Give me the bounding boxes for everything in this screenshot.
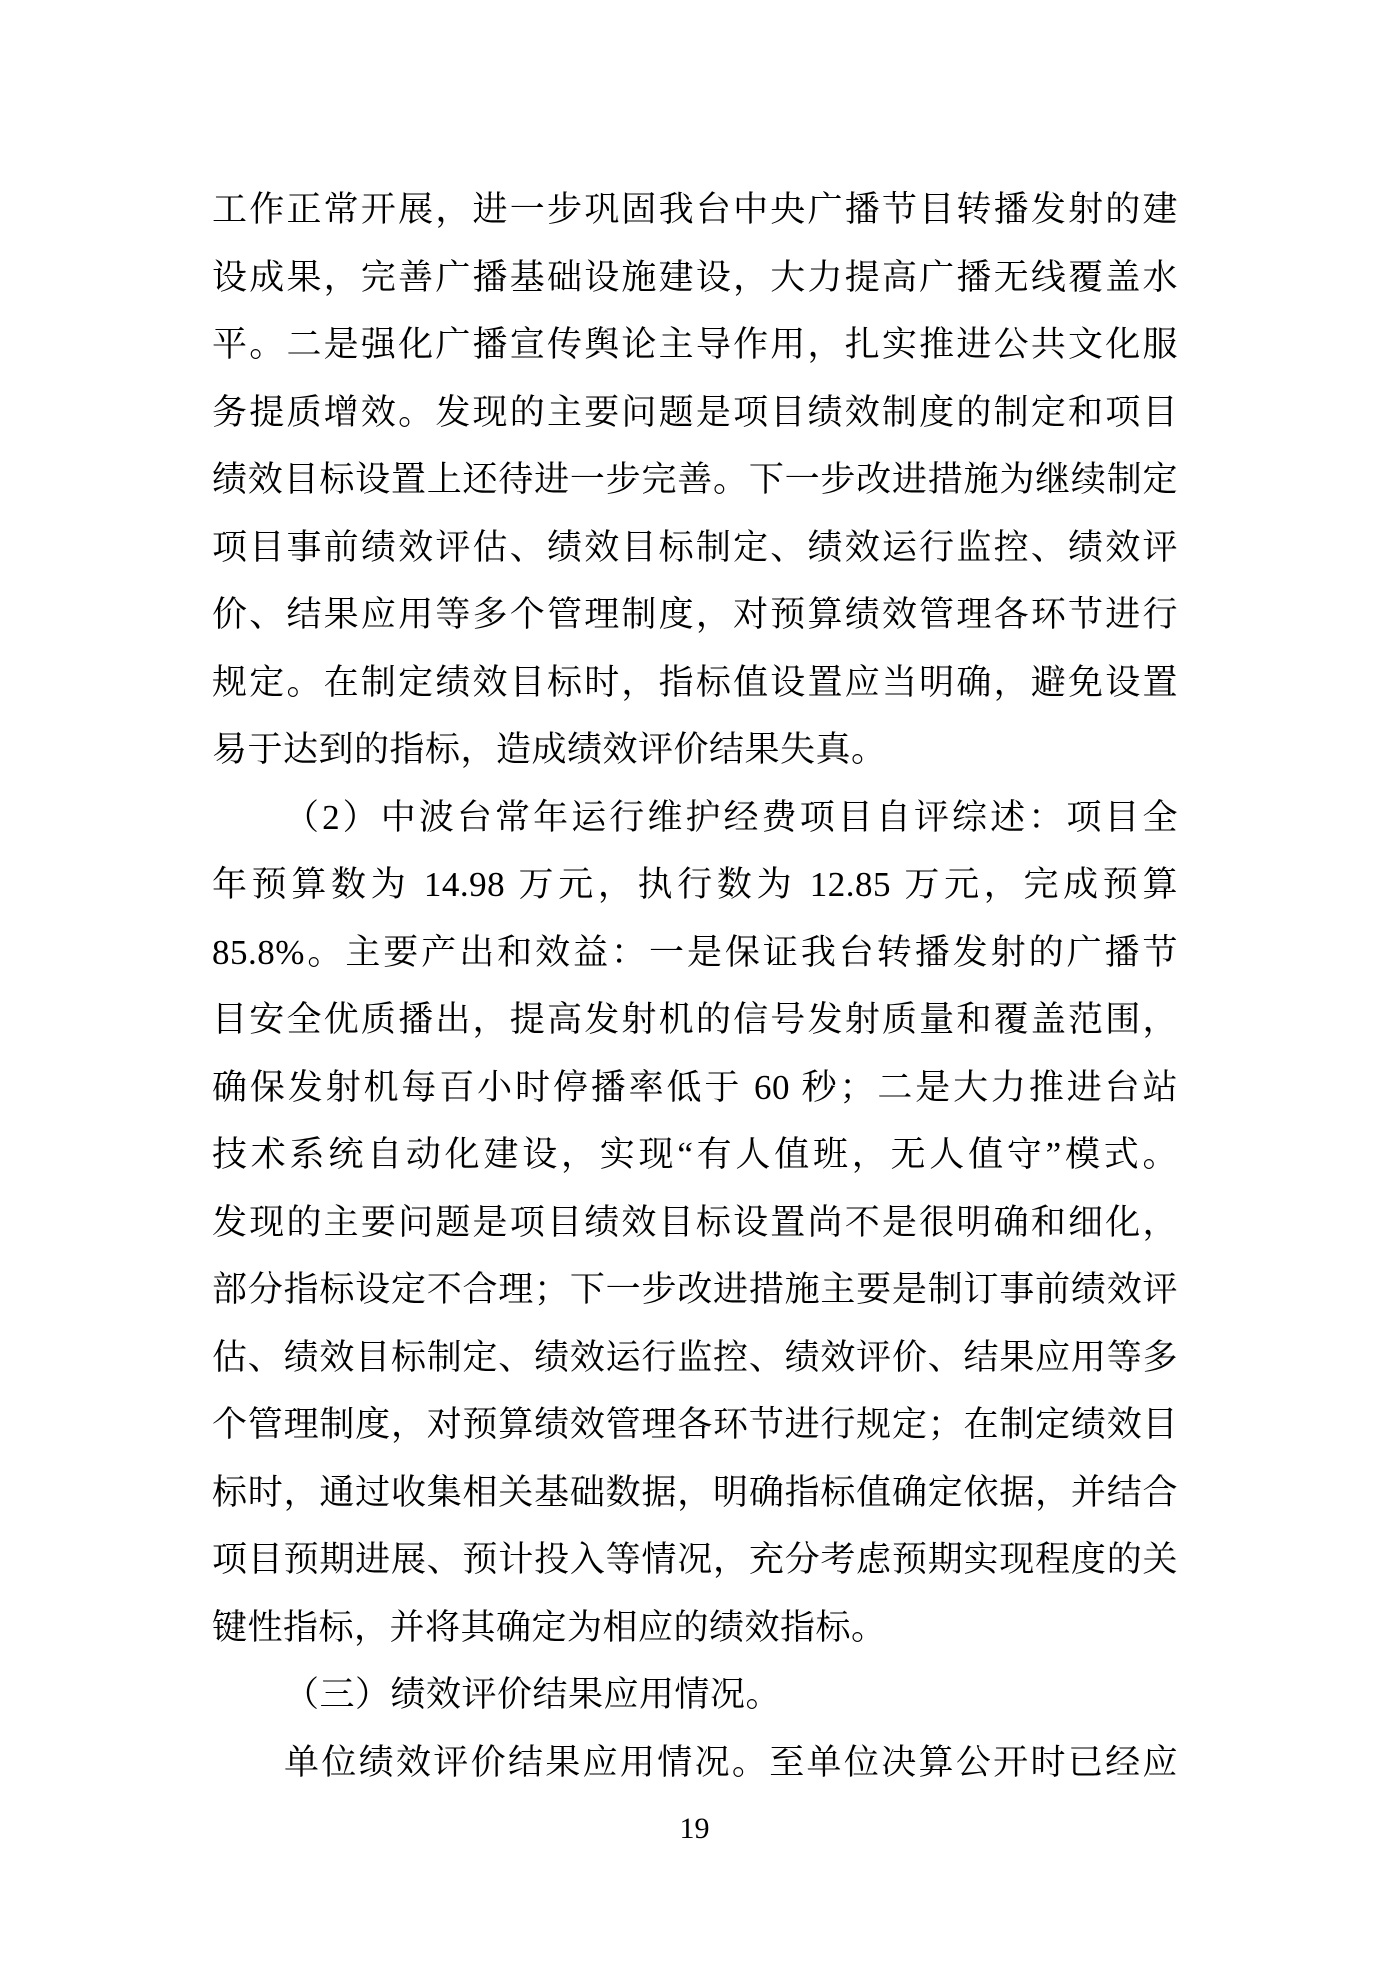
text-line: 键性指标，并将其确定为相应的绩效指标。	[212, 1607, 887, 1647]
text-line: 发现的主要问题是项目绩效目标设置尚不是很明确和细化，	[212, 1202, 1178, 1242]
text-line: （三）绩效评价结果应用情况。	[284, 1675, 782, 1714]
page-number: 19	[679, 1812, 710, 1845]
text-line: 估、绩效目标制定、绩效运行监控、绩效评价、结果应用等多	[212, 1337, 1178, 1377]
text-line: 标时，通过收集相关基础数据，明确指标值确定依据，并结合	[212, 1472, 1178, 1512]
text-line: 项目预期进展、预计投入等情况，充分考虑预期实现程度的关	[212, 1540, 1178, 1579]
text-line: 项目事前绩效评估、绩效目标制定、绩效运行监控、绩效评	[212, 527, 1178, 567]
text-line: 年预算数为 14.98 万元，执行数为 12.85 万元，完成预算	[212, 865, 1178, 904]
text-line: 价、结果应用等多个管理制度，对预算绩效管理各环节进行	[212, 595, 1178, 634]
text-line: 单位绩效评价结果应用情况。至单位决算公开时已经应	[284, 1742, 1178, 1782]
text-line: 易于达到的指标，造成绩效评价结果失真。	[212, 730, 887, 769]
text-line: 个管理制度，对预算绩效管理各环节进行规定；在制定绩效目	[212, 1405, 1178, 1444]
text-line: 平。二是强化广播宣传舆论主导作用，扎实推进公共文化服	[212, 325, 1178, 364]
text-line: 务提质增效。发现的主要问题是项目绩效制度的制定和项目	[212, 392, 1178, 432]
text-line: 目安全优质播出，提高发射机的信号发射质量和覆盖范围，	[212, 1000, 1178, 1039]
text-line: （2）中波台常年运行维护经费项目自评综述：项目全	[284, 797, 1178, 837]
text-line: 部分指标设定不合理；下一步改进措施主要是制订事前绩效评	[212, 1270, 1178, 1309]
text-line: 技术系统自动化建设，实现“有人值班，无人值守”模式。	[212, 1135, 1178, 1174]
document-body	[212, 176, 1178, 1796]
text-line: 确保发射机每百小时停播率低于 60 秒；二是大力推进台站	[212, 1067, 1178, 1107]
text-line: 85.8%。主要产出和效益：一是保证我台转播发射的广播节	[212, 932, 1178, 972]
text-line: 设成果，完善广播基础设施建设，大力提高广播无线覆盖水	[212, 257, 1178, 297]
text-line: 工作正常开展，进一步巩固我台中央广播节目转播发射的建	[212, 190, 1178, 229]
text-line: 规定。在制定绩效目标时，指标值设置应当明确，避免设置	[212, 662, 1178, 702]
text-line: 绩效目标设置上还待进一步完善。下一步改进措施为继续制定	[212, 460, 1178, 499]
